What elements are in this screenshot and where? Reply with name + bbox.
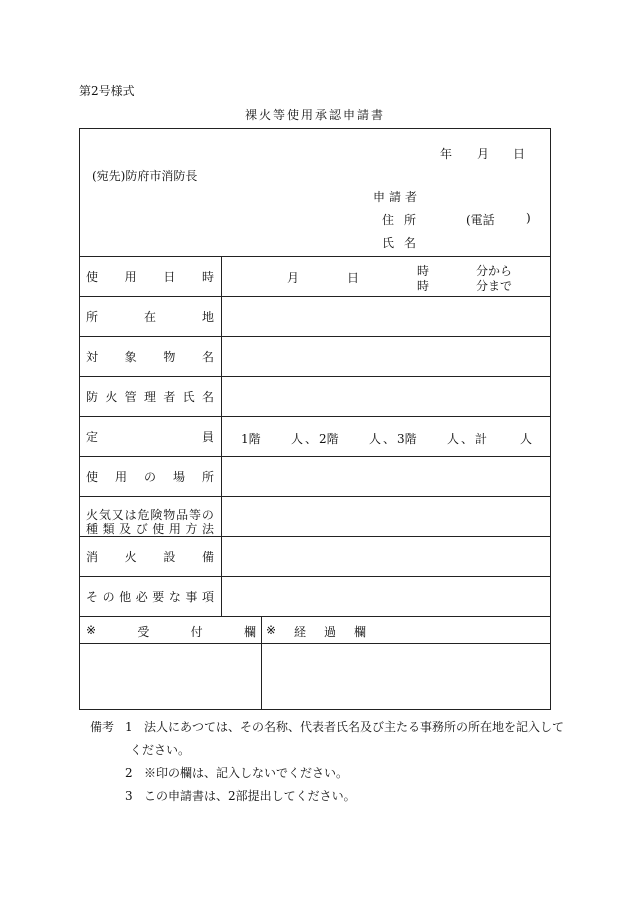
fire-type-label-line2: 種 類 及 び 使 用 方 法: [86, 522, 214, 536]
date-day-label: 日: [513, 147, 526, 161]
name-label: 氏名: [382, 236, 427, 250]
application-form: [79, 128, 551, 710]
capacity-sep: 、: [383, 432, 396, 446]
reception-column-header: ※ 受 付 欄: [86, 623, 256, 639]
note-1-number: 1: [125, 720, 133, 734]
fire-type-label-char: 物: [163, 508, 176, 522]
phone-close: ): [526, 211, 531, 225]
fire-type-label-char: 気: [98, 508, 111, 522]
location-label: 所 在 地: [86, 309, 214, 324]
applicant-label: 申請者: [373, 190, 422, 204]
capacity-floor2: 2階: [319, 432, 339, 446]
usage-minute-from-label: 分から: [476, 264, 513, 278]
fire-type-label-char: 危: [137, 508, 150, 522]
target-name-label: 対 象 物 名: [86, 349, 214, 364]
page-title: 裸火等使用承認申請書: [244, 108, 385, 122]
capacity-sep: 、: [461, 432, 474, 446]
usage-month-label: 月: [287, 271, 300, 285]
form-number: 第2号様式: [79, 84, 135, 98]
address-label: 住所: [382, 213, 427, 227]
capacity-floor3: 3階: [397, 432, 417, 446]
notes-heading: 備考: [90, 720, 115, 734]
column-divider: [261, 616, 262, 709]
fire-type-label-line1: [86, 508, 214, 522]
usage-datetime-label: 使 用 日 時: [86, 269, 214, 284]
usage-hour-to-label: 時: [417, 279, 430, 293]
row-divider: [80, 496, 550, 497]
date-month-label: 月: [477, 147, 490, 161]
fire-type-label-char: 火: [86, 508, 99, 522]
fire-type-label-char: 品: [176, 508, 189, 522]
capacity-person: 人: [520, 432, 533, 446]
row-divider: [80, 616, 550, 617]
capacity-person: 人: [447, 432, 460, 446]
note-1-line1: 法人にあつては、その名称、代表者氏名及び主たる事務所の所在地を記入して: [144, 720, 565, 734]
progress-column-header: ※ 経 過 欄: [266, 623, 366, 639]
usage-place-label: 使 用 の 場 所: [86, 469, 214, 484]
capacity-floor1: 1階: [241, 432, 261, 446]
other-label: そ の 他 必 要 な 事 項: [86, 589, 214, 604]
capacity-person: 人: [369, 432, 382, 446]
fire-type-label: [86, 508, 214, 536]
fire-type-label-char: 険: [150, 508, 163, 522]
note-3-text: この申請書は、2部提出してください。: [144, 789, 356, 803]
fire-manager-label: 防 火 管 理 者 氏 名: [86, 389, 214, 404]
addressee: (宛先)防府市消防長: [92, 169, 198, 183]
note-3-number: 3: [125, 789, 133, 803]
note-2-text: ※印の欄は、記入しないでください。: [144, 766, 349, 780]
note-1-line2: ください。: [130, 743, 191, 757]
capacity-sep: 、: [305, 432, 318, 446]
capacity-total: 計: [475, 432, 488, 446]
note-2-number: 2: [125, 766, 133, 780]
fire-type-label-char: は: [124, 508, 137, 522]
usage-day-label: 日: [347, 271, 360, 285]
usage-hour-from-label: 時: [417, 264, 430, 278]
fire-type-label-char: 又: [111, 508, 124, 522]
date-year-label: 年: [440, 147, 453, 161]
fire-type-label-char: 等: [189, 508, 202, 522]
fire-type-label-char: の: [201, 508, 214, 522]
column-divider: [221, 256, 222, 616]
phone-label: (電話: [466, 213, 495, 227]
capacity-label: 定 員: [86, 429, 214, 444]
usage-minute-to-label: 分まで: [476, 279, 513, 293]
capacity-person: 人: [291, 432, 304, 446]
extinguishing-label: 消 火 設 備: [86, 549, 214, 564]
row-divider: [80, 643, 550, 644]
